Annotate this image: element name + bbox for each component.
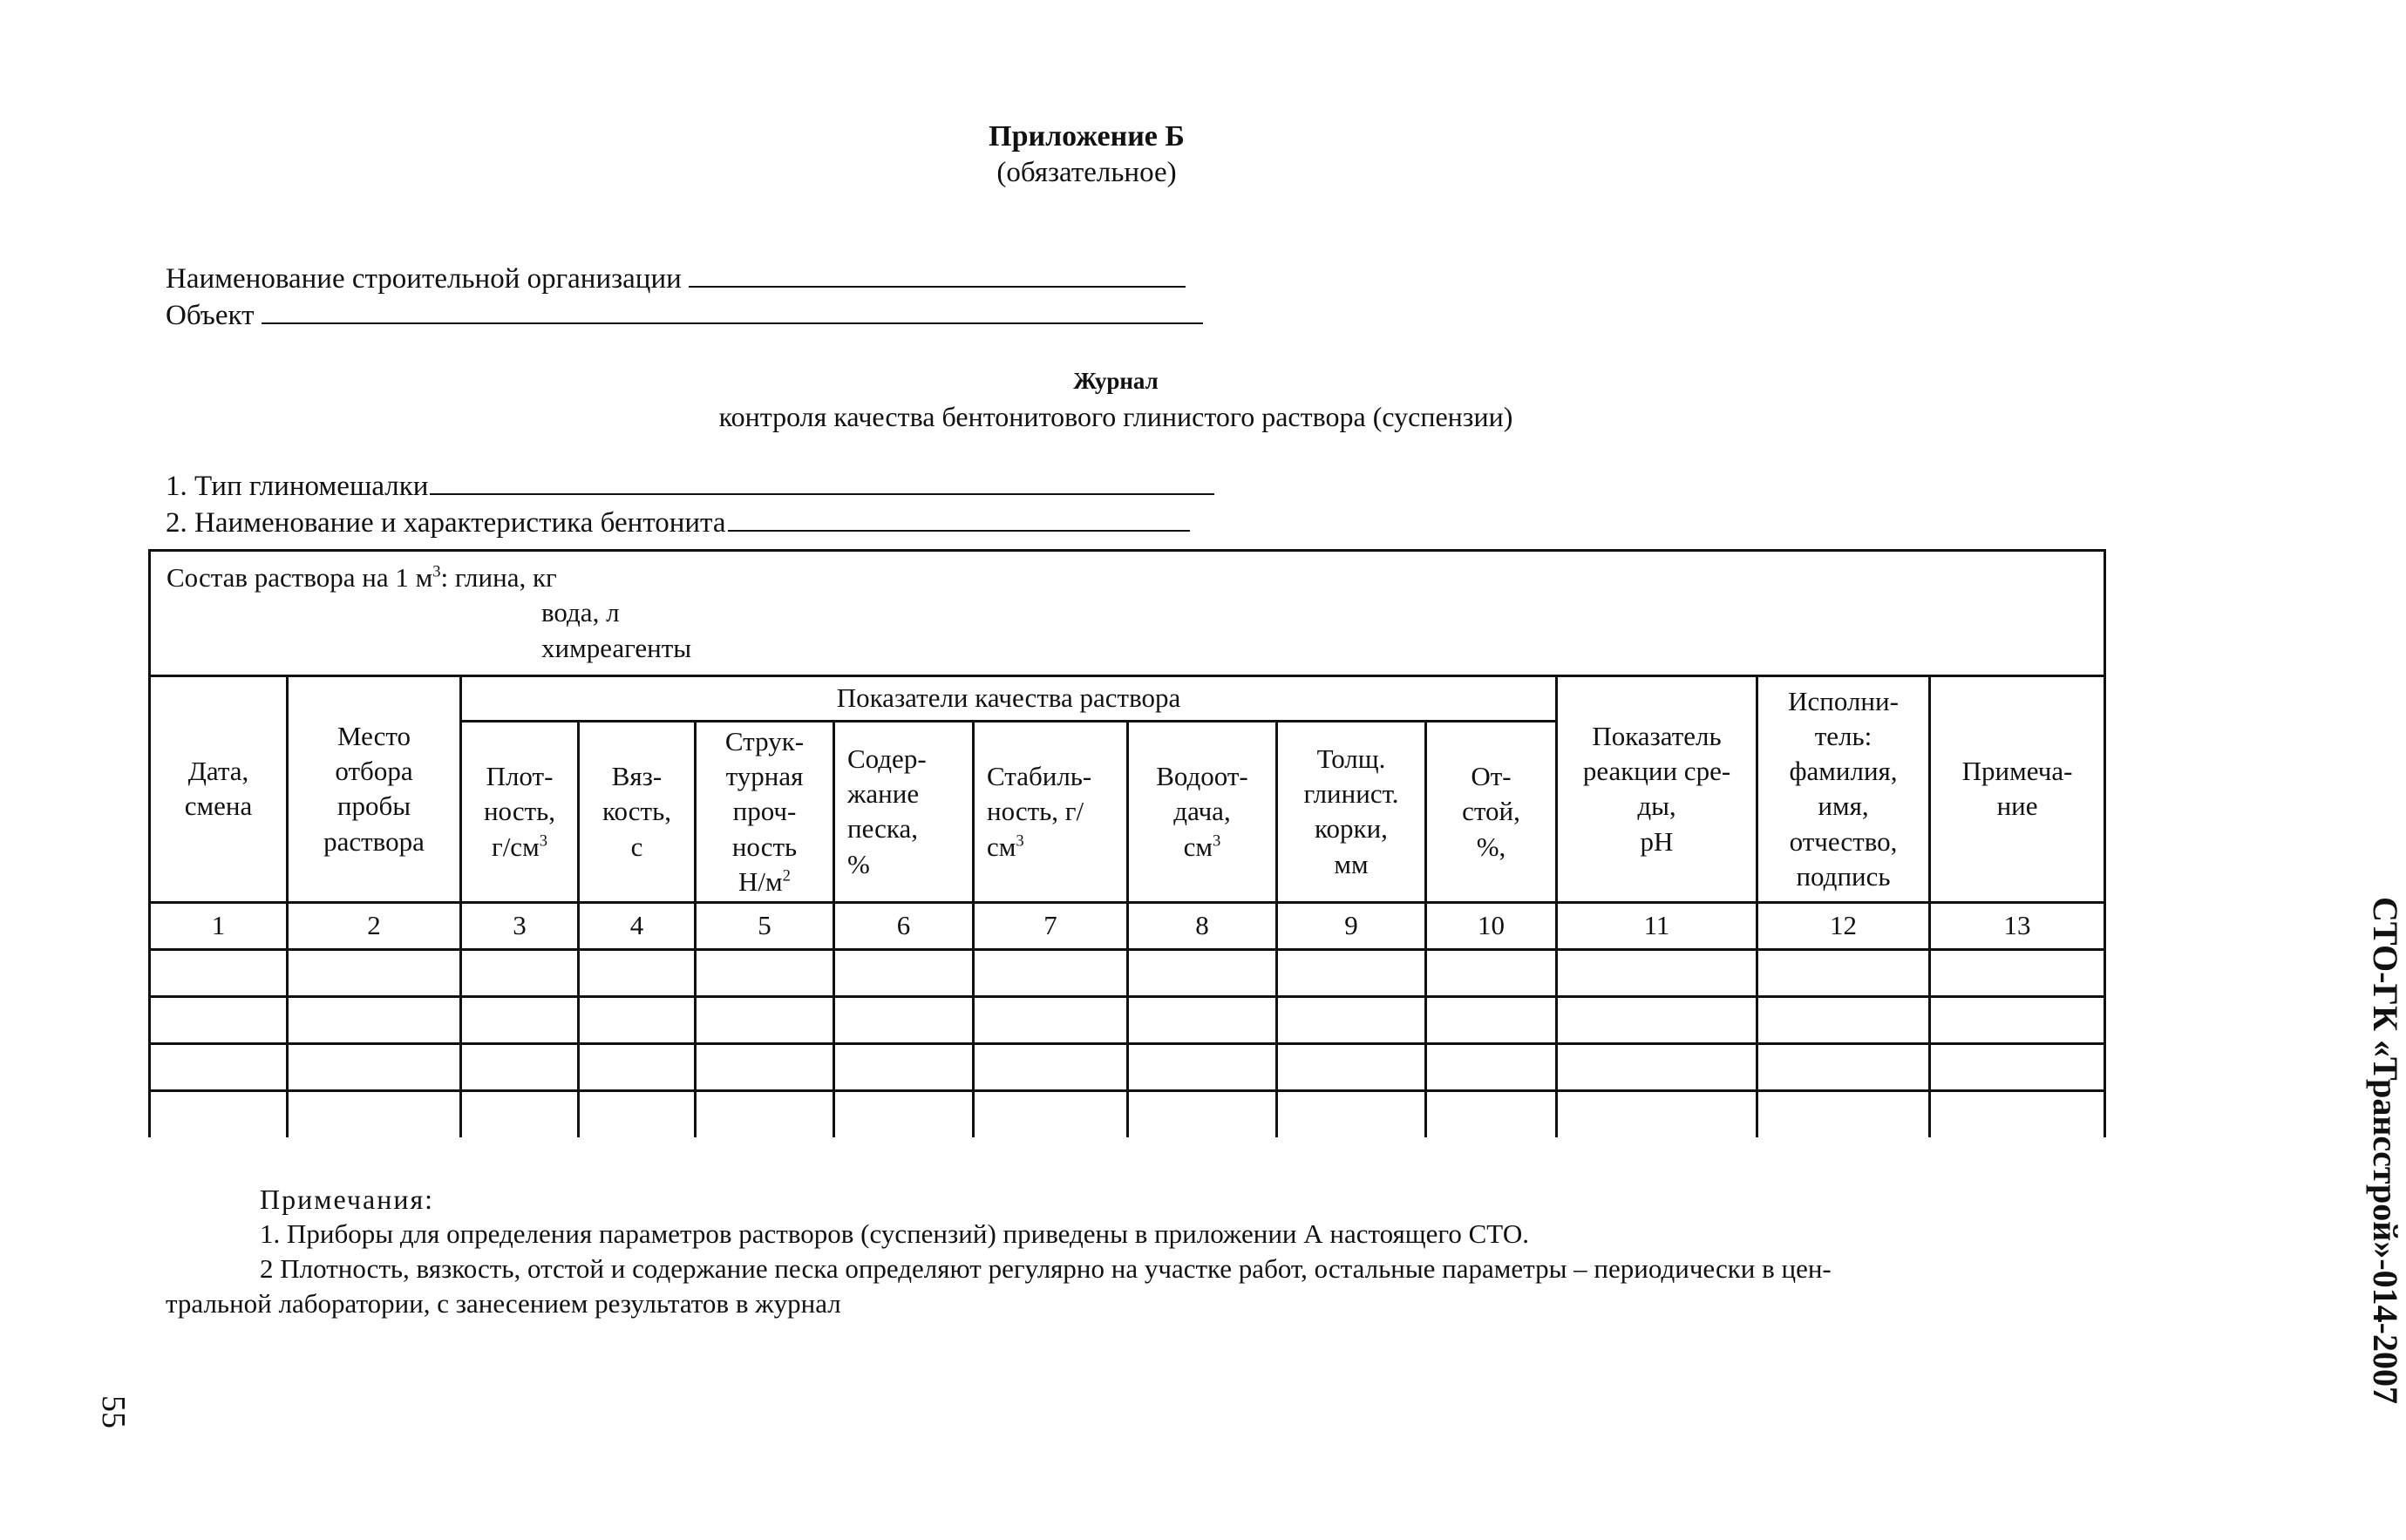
mixer-type-label: 1. Тип глиномешалки: [166, 471, 429, 502]
column-header-sup: 3: [539, 831, 547, 851]
table-cell: [1277, 996, 1426, 1043]
table-cell: [1277, 1090, 1426, 1137]
column-header-line: отчество,: [1789, 825, 1898, 857]
column-header-date: [150, 675, 288, 902]
table-cell: [1557, 1043, 1757, 1090]
column-number-row: [150, 902, 2105, 949]
table-cell: [834, 949, 974, 996]
table-cell: [834, 1043, 974, 1090]
column-header-line: тель:: [1814, 720, 1872, 751]
composition-cell: [150, 551, 2105, 676]
column-number-cell: 9: [1277, 902, 1426, 949]
column-number-cell: 5: [696, 902, 834, 949]
table-cell: [461, 1090, 579, 1137]
table-cell: [1426, 1090, 1557, 1137]
column-header-sup: 2: [782, 866, 791, 885]
table-cell: [1757, 996, 1930, 1043]
column-header-line: проч-: [732, 796, 797, 827]
table-cell: [288, 996, 461, 1043]
column-header-line: Н/м: [738, 865, 783, 897]
column-header-line: имя,: [1818, 790, 1869, 822]
table-cell: [974, 996, 1128, 1043]
table-cell: [696, 1043, 834, 1090]
table-cell: [1277, 949, 1426, 996]
mixer-type-blank: [430, 492, 1214, 495]
table-cell: [579, 1090, 696, 1137]
table-cell: [1426, 996, 1557, 1043]
organization-blank: [689, 285, 1186, 288]
table-cell: [288, 1043, 461, 1090]
column-header-water-loss: [1128, 721, 1277, 902]
column-header-line: Струк-: [724, 725, 805, 756]
column-header-line: Стабиль-: [987, 760, 1092, 791]
appendix-title: Приложение Б: [989, 120, 1185, 153]
bentonite-label: 2. Наименование и характеристика бентонита: [166, 507, 726, 539]
table-cell: [1930, 1043, 2105, 1090]
table-cell: [696, 996, 834, 1043]
table-cell: [1557, 949, 1757, 996]
empty-rows: [150, 949, 2105, 1137]
table-cell: [1930, 949, 2105, 996]
mixer-type-field: [166, 471, 1214, 503]
column-header-line: см: [987, 831, 1016, 862]
table-row: [150, 949, 2105, 996]
object-label: Объект: [166, 300, 255, 331]
column-header-line: раствора: [323, 825, 425, 857]
column-number-cell: 4: [579, 902, 696, 949]
table-cell: [1557, 996, 1757, 1043]
column-header-line: Исполни-: [1788, 685, 1899, 716]
table-cell: [1128, 1043, 1277, 1090]
composition-sup: 3: [432, 562, 441, 581]
column-header-line: Водоот-: [1156, 760, 1248, 791]
table-cell: [696, 949, 834, 996]
column-header-viscosity: [579, 721, 696, 902]
column-header-line: г/см: [491, 831, 540, 862]
column-number-cell: 2: [288, 902, 461, 949]
column-header-line: Показатель: [1592, 720, 1722, 751]
column-header-line: пробы: [336, 790, 411, 822]
column-header-line: подпись: [1796, 860, 1891, 892]
column-header-sup: 3: [1016, 831, 1024, 851]
table-cell: [461, 1043, 579, 1090]
column-header-line: От-: [1471, 760, 1512, 791]
column-number-cell: 8: [1128, 902, 1277, 949]
column-number-cell: 6: [834, 902, 974, 949]
column-number-cell: 7: [974, 902, 1128, 949]
notes-header: Примечания:: [260, 1184, 435, 1215]
table-cell: [579, 996, 696, 1043]
page-number: 55: [95, 1395, 132, 1428]
column-header-cake-thickness: [1277, 721, 1426, 902]
column-header-line: ды,: [1637, 790, 1676, 822]
composition-prefix: Состав раствора на 1 м: [167, 562, 433, 593]
table-row: [150, 1043, 2105, 1090]
table-cell: [696, 1090, 834, 1137]
table-cell: [461, 996, 579, 1043]
table-cell: [1557, 1090, 1757, 1137]
column-header-line: Толщ.: [1316, 743, 1386, 774]
table-cell: [579, 1043, 696, 1090]
table-cell: [1426, 1043, 1557, 1090]
table-cell: [288, 1090, 461, 1137]
appendix-subtitle: (обязательное): [996, 157, 1177, 188]
table-cell: [150, 949, 288, 996]
column-header-line: фамилия,: [1789, 756, 1898, 787]
column-number-cell: 12: [1757, 902, 1930, 949]
document-code-side-label: СТО-ГК «Трансстрой»-014-2007: [2366, 897, 2405, 1404]
column-header-line: Содер-: [847, 743, 927, 774]
column-header-line: см: [1183, 831, 1213, 862]
table-cell: [1277, 1043, 1426, 1090]
table-cell: [461, 949, 579, 996]
bentonite-field: [166, 507, 1190, 539]
journal-table: [148, 549, 2106, 1137]
column-header-executor: [1757, 675, 1930, 902]
column-header-line: Вяз-: [611, 760, 663, 791]
column-header-line: песка,: [847, 813, 918, 845]
journal-subtitle: контроля качества бентонитового глинистого раствора (суспензии): [718, 401, 1513, 432]
quality-group-header: Показатели качества раствора: [461, 675, 1557, 721]
column-header-line: дача,: [1173, 796, 1231, 827]
column-header-line: ние: [1996, 790, 2038, 822]
note-2-line-2: тральной лаборатории, с занесением результатов в журнал: [166, 1288, 841, 1319]
column-header-remarks: [1930, 675, 2105, 902]
table-cell: [288, 949, 461, 996]
column-header-line: жание: [847, 778, 920, 810]
column-header-line: Место: [336, 720, 411, 751]
table-cell: [1128, 1090, 1277, 1137]
column-header-line: турная: [725, 760, 804, 791]
table-cell: [1757, 1090, 1930, 1137]
table-cell: [1757, 1043, 1930, 1090]
table-row: [150, 1090, 2105, 1137]
composition-water: вода, л: [541, 597, 620, 628]
column-header-ph: [1557, 675, 1757, 902]
column-header-line: с: [630, 831, 643, 862]
note-2-line-1: 2 Плотность, вязкость, отстой и содержание песка определяют регулярно на участке работ, остальные параметры – периодически в цен-: [260, 1253, 1832, 1284]
column-header-density: [461, 721, 579, 902]
column-number-cell: 3: [461, 902, 579, 949]
column-header-line: кость,: [602, 796, 671, 827]
table-cell: [1930, 1090, 2105, 1137]
column-number-cell: 11: [1557, 902, 1757, 949]
column-header-line: Дата,: [187, 756, 249, 787]
table-cell: [150, 996, 288, 1043]
column-header-line: Примеча-: [1961, 756, 2073, 787]
table-cell: [1128, 996, 1277, 1043]
column-header-stability: [974, 721, 1128, 902]
column-header-line: %,: [1476, 831, 1506, 862]
column-header-line: ность,: [483, 796, 556, 827]
composition-chemicals: химреагенты: [541, 632, 692, 663]
organization-field: [166, 263, 1186, 295]
column-header-sampling-place: [288, 675, 461, 902]
table-cell: [834, 996, 974, 1043]
journal-title: Журнал: [1073, 368, 1159, 394]
column-header-line: смена: [184, 790, 253, 822]
table-cell: [1757, 949, 1930, 996]
column-header-structural-strength: [696, 721, 834, 902]
table-cell: [1128, 949, 1277, 996]
column-header-sand-content: [834, 721, 974, 902]
column-number-cell: 13: [1930, 902, 2105, 949]
column-header-line: мм: [1334, 848, 1369, 879]
table-cell: [1426, 949, 1557, 996]
column-header-line: глинист.: [1303, 778, 1399, 810]
table-cell: [150, 1090, 288, 1137]
column-header-sup: 3: [1213, 831, 1221, 851]
organization-label: Наименование строительной организации: [166, 263, 682, 295]
column-header-line: стой,: [1462, 796, 1520, 827]
column-header-line: ность: [731, 831, 798, 862]
table-cell: [974, 1090, 1128, 1137]
table-cell: [150, 1043, 288, 1090]
object-blank: [262, 322, 1203, 324]
column-header-line: Плот-: [486, 760, 554, 791]
column-header-line: корки,: [1315, 813, 1388, 845]
column-header-line: реакции сре-: [1582, 756, 1731, 787]
column-header-line: ность, г/: [987, 796, 1084, 827]
table-cell: [974, 1043, 1128, 1090]
object-field: [166, 300, 1203, 332]
column-header-settling: [1426, 721, 1557, 902]
table-cell: [834, 1090, 974, 1137]
column-number-cell: 1: [150, 902, 288, 949]
column-header-line: pH: [1640, 825, 1674, 857]
table-cell: [974, 949, 1128, 996]
table-cell: [579, 949, 696, 996]
column-header-line: %: [847, 848, 870, 879]
column-number-cell: 10: [1426, 902, 1557, 949]
table-cell: [1930, 996, 2105, 1043]
table-row: [150, 996, 2105, 1043]
note-1: 1. Приборы для определения параметров растворов (суспензий) приведены в приложении А настоящего СТО.: [260, 1218, 1529, 1249]
composition-clay: : глина, кг: [440, 562, 557, 593]
bentonite-blank: [728, 529, 1190, 532]
column-header-line: отбора: [335, 756, 413, 787]
